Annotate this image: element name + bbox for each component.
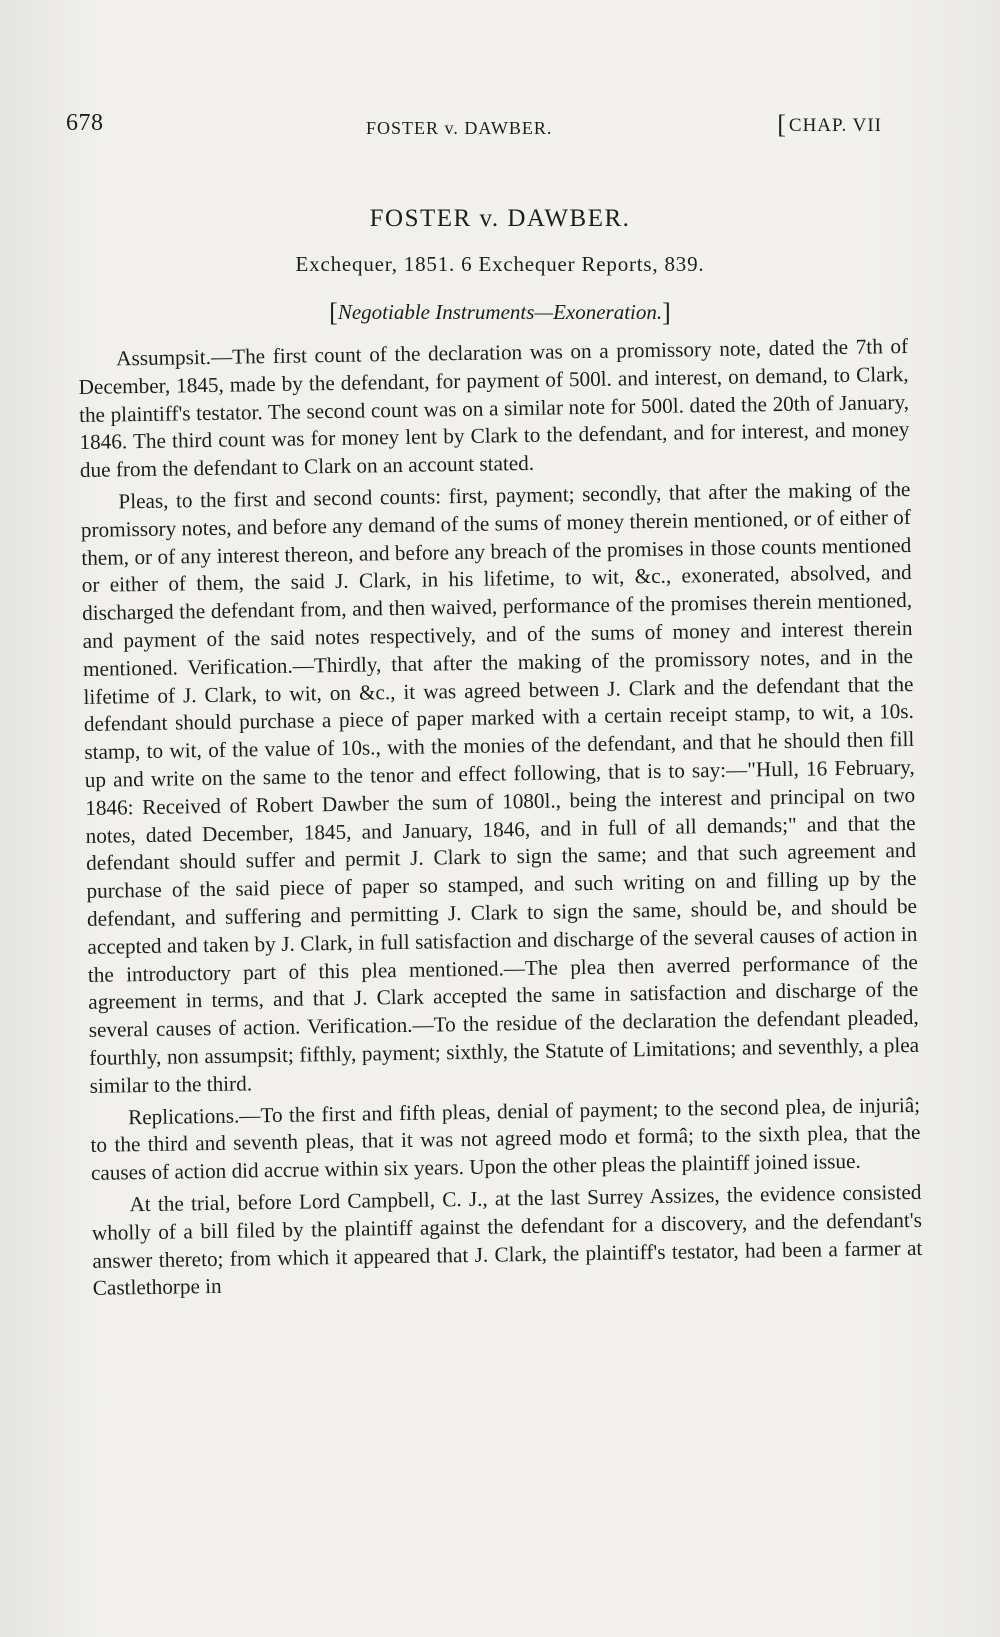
chapter-text: CHAP. VII (788, 115, 882, 136)
case-citation: Exchequer, 1851. 6 Exchequer Reports, 839. (295, 252, 705, 276)
chapter-label (777, 108, 882, 138)
case-subject (0, 296, 1000, 326)
page-header (66, 106, 882, 146)
close-bracket-glyph: ] (662, 298, 671, 327)
paragraph-trial: At the trial, before Lord Campbell, C. J., at the last Surrey Assizes, the evidence consisted wholly of a bill filed by the plaintiff against the defendant for a discovery, and the defendant's answer thereto; from which it appeared that J. Clark, the plaintiff's testator, had been a farmer at Castlethorpe in (91, 1179, 923, 1301)
page-number: 678 (66, 110, 104, 136)
body-text (78, 333, 923, 1307)
paragraph-assumpsit: Assumpsit.—The first count of the declaration was on a promissory note, dated the 7th of December, 1845, made by the defendant, for payment of 500l. and interest, on demand, to Clark, the plaintiff's testator. The second count was on a similar note for 500l. dated the 20th of January, 1846. The third count was for money lent by Clark to the defendant, and for interest, and money due from the defendant to Clark on an account stated. (78, 333, 910, 483)
paragraph-pleas: Pleas, to the first and second counts: first, payment; secondly, that after the making of the promissory notes, and before any demand of the sums of money therein mentioned, or of either of them, or of any interest thereon, and before any breach of the promises in those counts mentioned or either of them, the said J. Clark, in his lifetime, to wit, &c., exonerated, absolved, and discharged the defendant from, and then waived, performance of the promises therein mentioned, and payment of the said notes respectively, and of the sums of money and interest therein mentioned. Verification.—Thirdly, that after the making of the promissory notes, and in the lifetime of J. Clark, to wit, on &c., it was agreed between J. Clark and the defendant that the defendant should purchase a piece of paper marked with a certain receipt stamp, to wit, a 10s. stamp, to wit, of the value of 10s., with the monies of the defendant, and that he should then fill up and write on the same to the tenor and effect following, that is to say:—"Hull, 16 February, 1846: Received of Robert Dawber the sum of 1080l., being the interest and principal on two notes, dated December, 1845, and January, 1846, and in full of all demands;" and that the defendant should suffer and permit J. Clark to sign the same; and that such agreement and purchase of the said piece of paper so stamped, and such writing on and filling up by the defendant, and suffering and permitting J. Clark to sign the same, should be, and should be accepted and taken by J. Clark, in full satisfaction and discharge of the several causes of action in the introductory part of this plea mentioned.—The plea then averred performance of the agreement in terms, and that J. Clark accepted the same in satisfaction and discharge of the several causes of action. Verification.—To the residue of the declaration the defendant pleaded, fourthly, non assumpsit; fifthly, payment; sixthly, the Statute of Limitations; and seventhly, a plea similar to the third. (80, 476, 920, 1098)
open-bracket-glyph: [ (329, 298, 338, 327)
subject-text: Negotiable Instruments—Exoneration. (337, 300, 663, 324)
case-title: FOSTER v. DAWBER. (369, 205, 631, 232)
paragraph-replications: Replications.—To the first and fifth pleas, denial of payment; to the second plea, de injuriâ; to the third and seventh pleas, that it was not agreed modo et formâ; to the sixth plea, that the causes of action did accrue within six years. Upon the other pleas the plaintiff joined issue. (90, 1092, 921, 1186)
bracket-glyph: [ (777, 110, 787, 139)
running-head: FOSTER v. DAWBER. (366, 118, 553, 138)
